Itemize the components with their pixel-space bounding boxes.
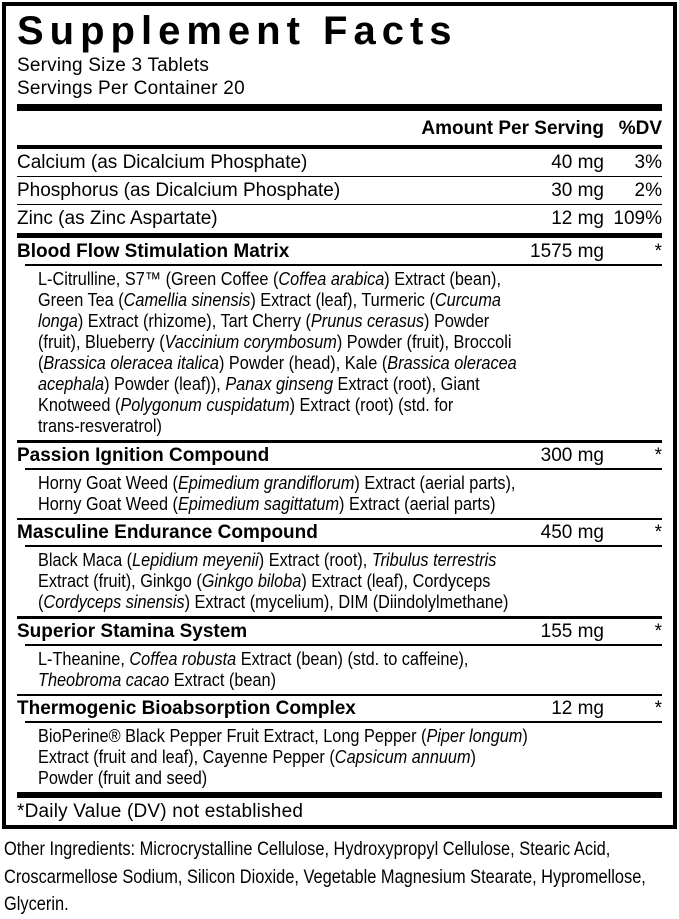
section-header-row [17,520,662,544]
ingredient-text: Extract (fruit), Ginkgo ( [38,570,202,591]
ingredient-text: ( [38,591,44,612]
ingredient-text: ) Powder (leaf)), [104,373,226,394]
mineral-name: Zinc (as Zinc Aspartate) [17,208,218,229]
section-amount: 1575 mg [530,241,604,262]
latin-name: Theobroma cacao [38,668,170,690]
section-dv: * [654,698,662,719]
latin-name: Tribulus terrestris [371,549,497,570]
ingredient-text: Knotweed ( [38,394,121,415]
mineral-row [17,149,662,176]
section-header-row [17,696,662,720]
ingredient-text: ) Extract (leaf), Turmeric ( [250,289,435,310]
section-underline-rule [25,644,662,646]
section-name: Superior Stamina System [17,620,248,642]
ingredient-line [38,725,587,746]
other-ingredients-line: Other Ingredients: Microcrystalline Cellulose, Hydroxypropyl Cellulose, Stearic Acid, [4,838,611,860]
latin-name: Capsicum annuum [334,746,471,767]
ingredient-text: Extract (fruit and leaf), Cayenne Pepper ( [38,746,335,767]
ingredient-line [38,767,587,788]
section-underline-rule [25,545,662,547]
ingredient-text: Green Tea ( [38,289,124,310]
latin-name: Lepidium meyenii [132,549,259,570]
ingredient-text: Extract (root), Giant [333,373,480,394]
ingredient-text: ) Powder (head), Kale ( [218,352,388,373]
section-amount: 450 mg [540,522,604,543]
ingredient-text: Extract (bean) [169,668,276,690]
ingredient-text: Horny Goat Weed ( [38,471,178,493]
latin-name: Vaccinium corymbosum [164,331,337,352]
column-header-row [17,111,662,145]
latin-name: Epimedium grandiflorum [177,471,355,493]
ingredient-text: ) Extract (leaf), Cordyceps [301,570,491,591]
ingredient-text: Black Maca ( [38,549,133,570]
section-underline-rule [25,468,662,470]
section-ingredients [17,724,662,790]
ingredient-text: ) Extract (mycelium), DIM (Diindolylmethane) [184,591,509,612]
ingredient-line [38,394,587,415]
ingredient-line [38,373,587,394]
other-ingredients [4,836,679,919]
latin-name: Curcuma [434,289,501,310]
ingredient-text: ) [522,725,528,746]
latin-name: Polygonum cuspidatum [120,394,290,415]
thick-rule-minerals [17,233,662,238]
panel-title: Supplement Facts [17,9,458,53]
section-dv: * [654,620,662,642]
ingredient-line [38,493,587,514]
mineral-dv: 2% [634,180,662,201]
section-ingredients [17,471,662,516]
mineral-dv: 109% [613,208,662,229]
ingredient-text: L-Citrulline, S7™ (Green Coffee ( [38,268,279,289]
dv-footnote: *Daily Value (DV) not established [17,801,304,822]
supplement-facts-panel [2,2,677,829]
ingredient-text: Powder (fruit and seed) [38,767,208,788]
mineral-amount: 12 mg [551,208,604,229]
ingredient-text: ) Extract (aerial parts), [354,471,516,493]
ingredient-text: trans-resveratrol) [38,415,162,436]
latin-name: longa [38,310,78,331]
ingredient-line [38,669,587,690]
ingredient-text: ) Extract (aerial parts) [339,492,496,514]
section-name: Passion Ignition Compound [17,444,270,466]
mineral-row [17,204,662,232]
other-ingredients-line: Croscarmellose Sodium, Silicon Dioxide, Vegetable Magnesium Stearate, Hypromellose, [4,865,646,888]
mineral-name: Phosphorus (as Dicalcium Phosphate) [17,180,341,201]
latin-name: Piper longum [426,725,523,746]
ingredient-line [38,591,587,612]
minerals-table [17,149,662,232]
section-underline-rule [25,264,662,266]
mineral-amount: 30 mg [551,180,604,201]
section-amount: 155 mg [540,620,604,642]
ingredient-line [38,310,587,331]
latin-name: Brassica oleracea [387,352,517,373]
mineral-amount: 40 mg [551,152,604,173]
column-header-dv: %DV [618,118,662,139]
section-header-row [17,619,662,643]
ingredient-text: Horny Goat Weed ( [38,492,178,514]
ingredient-text: ) Extract (root), [258,549,372,570]
ingredient-line [38,746,587,767]
ingredient-line [38,570,587,591]
latin-name: Coffea arabica [278,268,385,289]
ingredient-line [38,289,587,310]
section-name: Thermogenic Bioabsorption Complex [17,698,356,719]
section-header-row [17,239,662,263]
ingredient-line [38,472,587,493]
section-dv: * [654,522,662,543]
ingredient-text: ) [470,746,476,767]
serving-size: Serving Size 3 Tablets [17,55,210,76]
ingredient-line [38,415,587,436]
section-dv: * [654,444,662,466]
ingredient-text: ) Powder (fruit), Broccoli [336,331,512,352]
section-amount: 300 mg [540,444,604,466]
ingredient-text: ( [38,352,44,373]
latin-name: Ginkgo biloba [201,570,302,591]
section-ingredients [17,548,662,614]
section-name: Masculine Endurance Compound [17,522,318,543]
section-underline-rule [25,721,662,723]
ingredient-line [38,648,587,669]
ingredient-text: BioPerine® Black Pepper Fruit Extract, Long Pepper ( [38,725,427,746]
blend-sections [17,239,662,790]
ingredient-line [38,268,587,289]
column-header-amount: Amount Per Serving [421,118,604,139]
ingredient-line [38,549,587,570]
mineral-row [17,176,662,204]
section-ingredients [17,647,662,692]
ingredient-text: ) Powder [424,310,490,331]
latin-name: Panax ginseng [225,373,334,394]
ingredient-line [38,352,587,373]
latin-name: Camellia sinensis [123,289,251,310]
thick-rule-top [17,104,662,111]
latin-name: Epimedium sagittatum [177,492,340,514]
latin-name: Cordyceps sinensis [43,591,185,612]
ingredient-text: L-Theanine, [38,647,130,669]
mineral-dv: 3% [634,152,662,173]
latin-name: Brassica oleracea italica [43,352,219,373]
ingredient-text: ) Extract (bean), [384,268,501,289]
latin-name: Coffea robusta [129,647,237,669]
ingredient-text: ) Extract (rhizome), Tart Cherry ( [77,310,311,331]
ingredient-text: Extract (bean) (std. to caffeine), [236,647,469,669]
section-name: Blood Flow Stimulation Matrix [17,241,290,262]
ingredient-text: ) Extract (root) (std. for [289,394,454,415]
mineral-name: Calcium (as Dicalcium Phosphate) [17,152,308,173]
other-ingredients-line: Glycerin. [4,893,69,915]
section-ingredients [17,267,662,438]
latin-name: acephala [38,373,105,394]
ingredient-line [38,331,587,352]
servings-per-container: Servings Per Container 20 [17,78,245,99]
section-header-row [17,443,662,467]
ingredient-text: (fruit), Blueberry ( [38,331,165,352]
section-amount: 12 mg [551,698,604,719]
section-dv: * [654,241,662,262]
latin-name: Prunus cerasus [310,310,425,331]
page [0,2,679,915]
